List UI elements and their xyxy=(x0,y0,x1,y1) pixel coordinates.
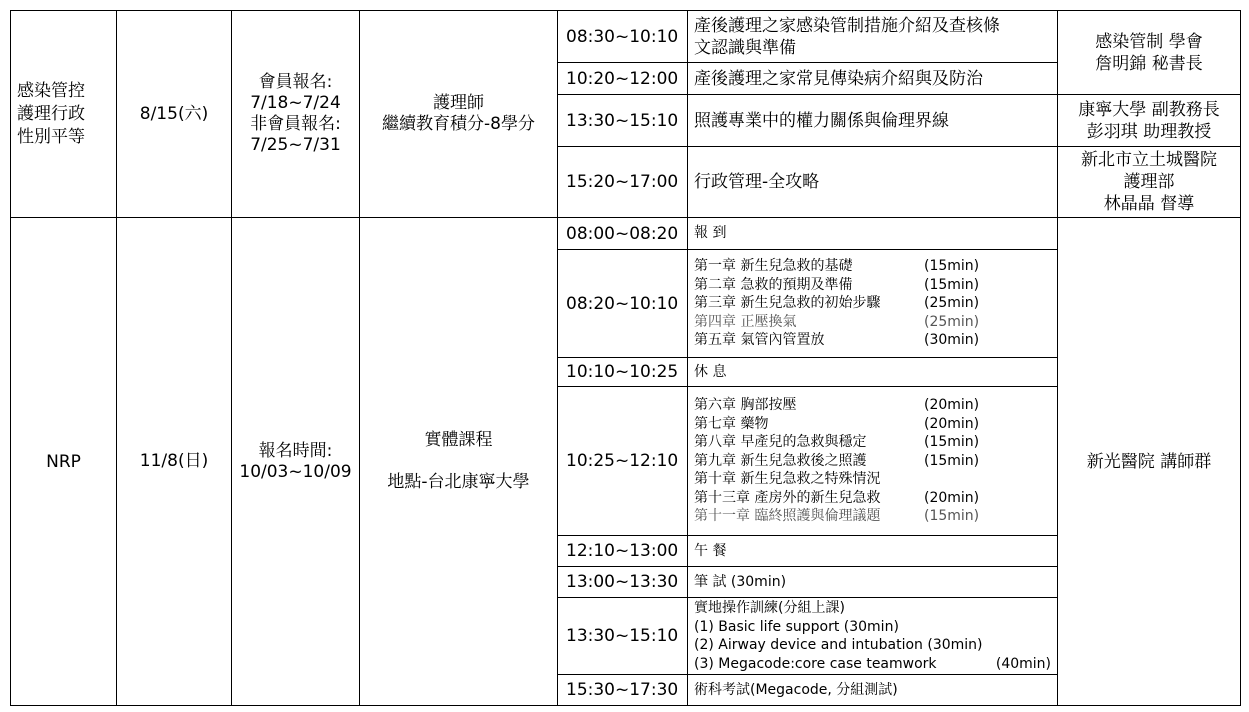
credit-line: 繼續教育積分-8學分 xyxy=(382,114,535,134)
speaker-line: 感染管制 學會 xyxy=(1095,31,1203,52)
chapter-line xyxy=(694,294,1051,313)
chapter-duration: (15min) xyxy=(924,434,980,451)
chapter-title: 第五章 氣管內管置放 xyxy=(694,332,825,349)
chapter-title: (1) Basic life support (30min) xyxy=(694,618,899,635)
registration-line: 非會員報名: xyxy=(250,114,341,134)
course-date-cell: 8/15(六) xyxy=(117,11,232,218)
course-name-line: 性別平等 xyxy=(17,126,85,147)
chapter-title: (3) Megacode:core case teamwork xyxy=(694,655,937,672)
chapter-title: 第十章 新生兒急救之特殊情況 xyxy=(694,471,881,488)
chapter-duration: (15min) xyxy=(924,276,980,293)
session-topic xyxy=(688,536,1058,567)
chapter-title: 第七章 藥物 xyxy=(694,415,769,432)
speaker-line: 護理部 xyxy=(1123,172,1175,192)
session-topic: 照護專業中的權力關係與倫理界線 xyxy=(688,95,1058,147)
session-time: 12:10~13:00 xyxy=(558,536,688,567)
chapter-line xyxy=(694,363,1051,382)
session-topic-line: 文認識與準備 xyxy=(694,37,796,58)
chapter-line xyxy=(694,655,1051,674)
session-topic xyxy=(688,358,1058,387)
chapter-title: 術科考試(Megacode, 分組測試) xyxy=(694,681,898,698)
chapter-line xyxy=(694,636,1051,655)
course-name-cell: NRP xyxy=(11,218,117,706)
speaker-cell: 新光醫院 講師群 xyxy=(1058,218,1241,706)
session-topic-line: 產後護理之家感染管制措施介紹及查核條 xyxy=(694,15,1000,36)
session-topic xyxy=(688,598,1058,675)
chapter-line xyxy=(694,331,1051,350)
chapter-line xyxy=(694,573,1051,592)
speaker-cell xyxy=(1058,95,1241,147)
session-time: 13:30~15:10 xyxy=(558,598,688,675)
chapter-duration: (25min) xyxy=(924,295,980,312)
chapter-title: 筆 試 (30min) xyxy=(694,573,787,590)
chapter-duration: (15min) xyxy=(924,508,980,525)
course-name-line: 護理行政 xyxy=(17,103,85,124)
registration-line: 7/25~7/31 xyxy=(250,135,341,155)
chapter-duration: (25min) xyxy=(924,313,980,330)
chapter-title: 休 息 xyxy=(694,363,727,380)
registration-line: 7/18~7/24 xyxy=(250,93,341,113)
session-time: 15:20~17:00 xyxy=(558,147,688,218)
credit-line xyxy=(366,451,551,472)
speaker-line: 康寧大學 副教務長 xyxy=(1078,99,1220,120)
credit-line: 實體課程 xyxy=(424,430,493,450)
chapter-line xyxy=(694,313,1051,332)
session-topic: 產後護理之家常見傳染病介紹與及防治 xyxy=(688,63,1058,95)
chapter-duration: (30min) xyxy=(924,332,980,349)
chapter-line xyxy=(694,396,1051,415)
credit-cell xyxy=(360,11,558,218)
chapter-title: 實地操作訓練(分組上課) xyxy=(694,600,845,616)
registration-cell xyxy=(232,218,360,706)
course-date-cell: 11/8(日) xyxy=(117,218,232,706)
session-time: 08:00~08:20 xyxy=(558,218,688,250)
table-row xyxy=(11,11,1241,63)
schedule-table xyxy=(10,10,1241,706)
chapter-title: 第四章 正壓換氣 xyxy=(694,313,797,330)
chapter-line xyxy=(694,618,1051,637)
chapter-line xyxy=(694,224,1051,243)
chapter-duration: (40min) xyxy=(995,655,1051,672)
chapter-title: 報 到 xyxy=(694,225,727,242)
session-topic xyxy=(688,567,1058,598)
session-topic xyxy=(688,675,1058,706)
chapter-title: 第十一章 臨終照護與倫理議題 xyxy=(694,508,881,525)
session-topic: 行政管理-全攻略 xyxy=(688,147,1058,218)
chapter-line xyxy=(694,452,1051,471)
registration-line: 10/03~10/09 xyxy=(239,461,352,482)
session-topic xyxy=(688,11,1058,63)
session-time: 10:10~10:25 xyxy=(558,358,688,387)
speaker-line: 彭羽琪 助理教授 xyxy=(1086,121,1212,142)
chapter-title: 第一章 新生兒急救的基礎 xyxy=(694,258,853,275)
chapter-line xyxy=(694,257,1051,276)
credit-line: 護理師 xyxy=(433,93,484,113)
registration-line: 會員報名: xyxy=(258,72,333,92)
session-topic xyxy=(688,387,1058,536)
session-topic xyxy=(688,218,1058,250)
course-name-cell xyxy=(11,11,117,218)
chapter-title: 第九章 新生兒急救後之照護 xyxy=(694,452,867,469)
credit-cell xyxy=(360,218,558,706)
chapter-line xyxy=(694,470,1051,489)
speaker-cell xyxy=(1058,147,1241,218)
chapter-line xyxy=(694,542,1051,561)
session-time: 15:30~17:30 xyxy=(558,675,688,706)
session-topic xyxy=(688,250,1058,358)
session-time: 13:00~13:30 xyxy=(558,567,688,598)
session-time: 10:25~12:10 xyxy=(558,387,688,536)
chapter-line xyxy=(694,415,1051,434)
session-time: 08:30~10:10 xyxy=(558,11,688,63)
table-row xyxy=(11,218,1241,250)
course-name-line: 感染管控 xyxy=(17,80,85,101)
chapter-title: 第二章 急救的預期及準備 xyxy=(694,276,853,293)
chapter-title: 午 餐 xyxy=(694,542,727,559)
chapter-title: 第六章 胸部按壓 xyxy=(694,397,797,414)
chapter-line xyxy=(694,433,1051,452)
chapter-line xyxy=(694,507,1051,526)
chapter-duration: (20min) xyxy=(924,489,980,506)
speaker-cell xyxy=(1058,11,1241,95)
chapter-duration: (20min) xyxy=(924,397,980,414)
speaker-line: 林晶晶 督導 xyxy=(1103,194,1195,214)
session-time: 10:20~12:00 xyxy=(558,63,688,95)
chapter-title: 第三章 新生兒急救的初始步驟 xyxy=(694,295,881,312)
registration-cell xyxy=(232,11,360,218)
chapter-line xyxy=(694,276,1051,295)
chapter-line xyxy=(694,489,1051,508)
session-time: 13:30~15:10 xyxy=(558,95,688,147)
chapter-title: (2) Airway device and intubation (30min) xyxy=(694,637,983,653)
chapter-duration: (15min) xyxy=(924,452,980,469)
chapter-title: 第十三章 產房外的新生兒急救 xyxy=(694,489,881,506)
chapter-line xyxy=(694,599,1051,618)
speaker-line: 新北市立土城醫院 xyxy=(1081,150,1217,170)
chapter-duration: (15min) xyxy=(924,258,980,275)
credit-line: 地點-台北康寧大學 xyxy=(387,472,530,492)
session-time: 08:20~10:10 xyxy=(558,250,688,358)
chapter-duration: (20min) xyxy=(924,415,980,432)
speaker-line: 詹明錦 秘書長 xyxy=(1095,53,1203,74)
chapter-line xyxy=(694,681,1051,700)
registration-line: 報名時間: xyxy=(258,440,333,461)
chapter-title: 第八章 早產兒的急救與穩定 xyxy=(694,434,867,451)
